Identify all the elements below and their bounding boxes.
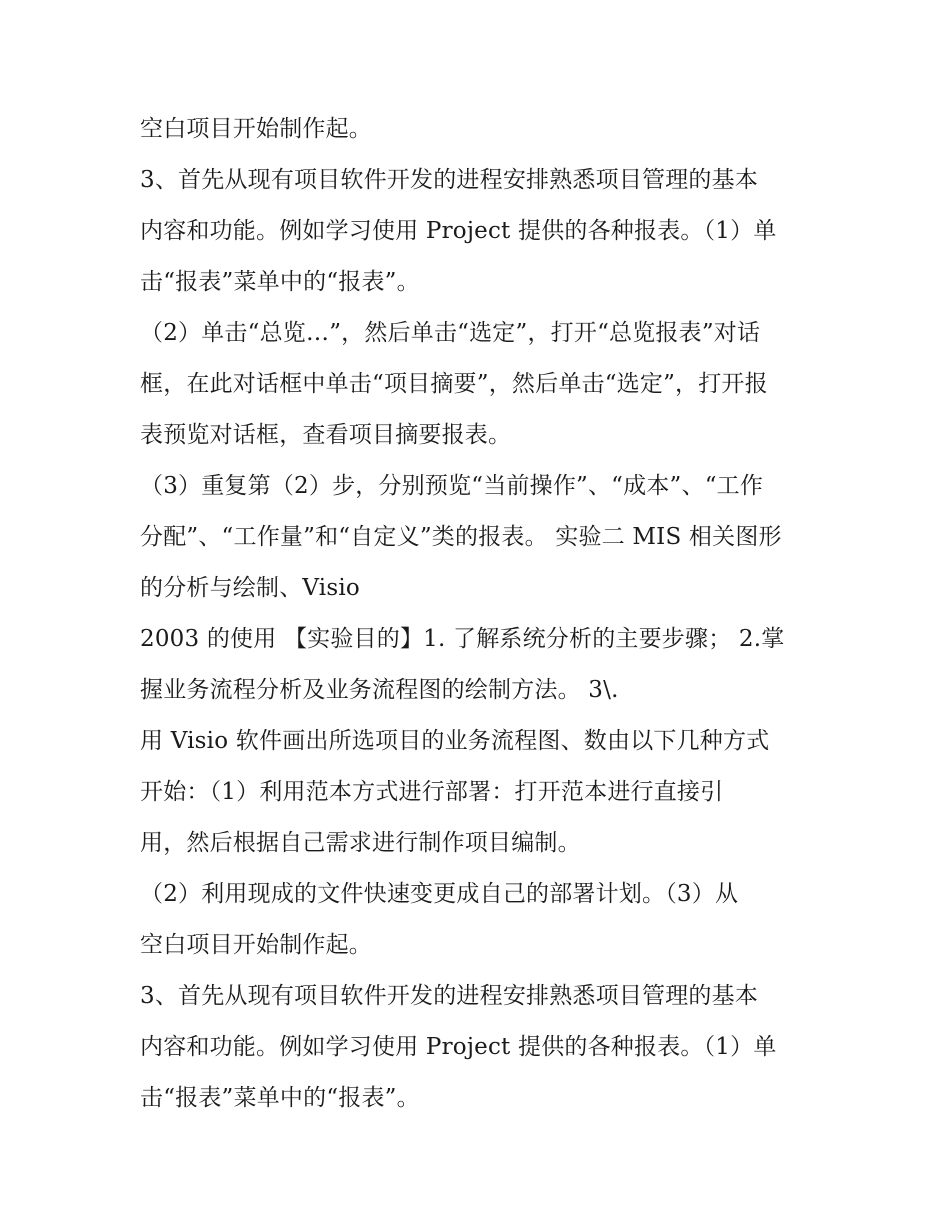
text-line: （2）单击“总览…”，然后单击“选定”，打开“总览报表”对话 [140, 320, 761, 346]
text-line: 内容和功能。例如学习使用 Project 提供的各种报表。（1）单 [140, 1034, 777, 1060]
text-line: 用，然后根据自己需求进行制作项目编制。 [140, 830, 581, 856]
text-line: 击“报表”菜单中的“报表”。 [140, 1085, 420, 1111]
text-line: 内容和功能。例如学习使用 Project 提供的各种报表。（1）单 [140, 218, 777, 244]
text-line: （2）利用现成的文件快速变更成自己的部署计划。（3）从 [140, 881, 739, 907]
text-line: 空白项目开始制作起。 [140, 116, 372, 142]
text-line: 开始：（1）利用范本方式进行部署：打开范本进行直接引 [140, 779, 724, 805]
text-line: 分配”、“工作量”和“自定义”类的报表。 实验二 MIS 相关图形 [140, 524, 782, 550]
text-line: （3）重复第（2）步，分别预览“当前操作”、“成本”、“工作 [140, 473, 764, 499]
text-line: 框，在此对话框中单击“项目摘要”，然后单击“选定”，打开报 [140, 371, 768, 397]
text-line: 握业务流程分析及业务流程图的绘制方法。 3\. [140, 677, 619, 703]
text-line: 击“报表”菜单中的“报表”。 [140, 269, 420, 295]
text-line: 的分析与绘制、Visio [140, 575, 360, 601]
text-line: 空白项目开始制作起。 [140, 932, 372, 958]
document-body [140, 104, 830, 1124]
text-line: 2003 的使用 【实验目的】1. 了解系统分析的主要步骤； 2.掌 [140, 626, 785, 652]
text-line: 3、首先从现有项目软件开发的进程安排熟悉项目管理的基本 [140, 983, 759, 1009]
text-line: 表预览对话框，查看项目摘要报表。 [140, 422, 512, 448]
text-line: 用 Visio 软件画出所选项目的业务流程图、数由以下几种方式 [140, 728, 770, 754]
text-line: 3、首先从现有项目软件开发的进程安排熟悉项目管理的基本 [140, 167, 759, 193]
